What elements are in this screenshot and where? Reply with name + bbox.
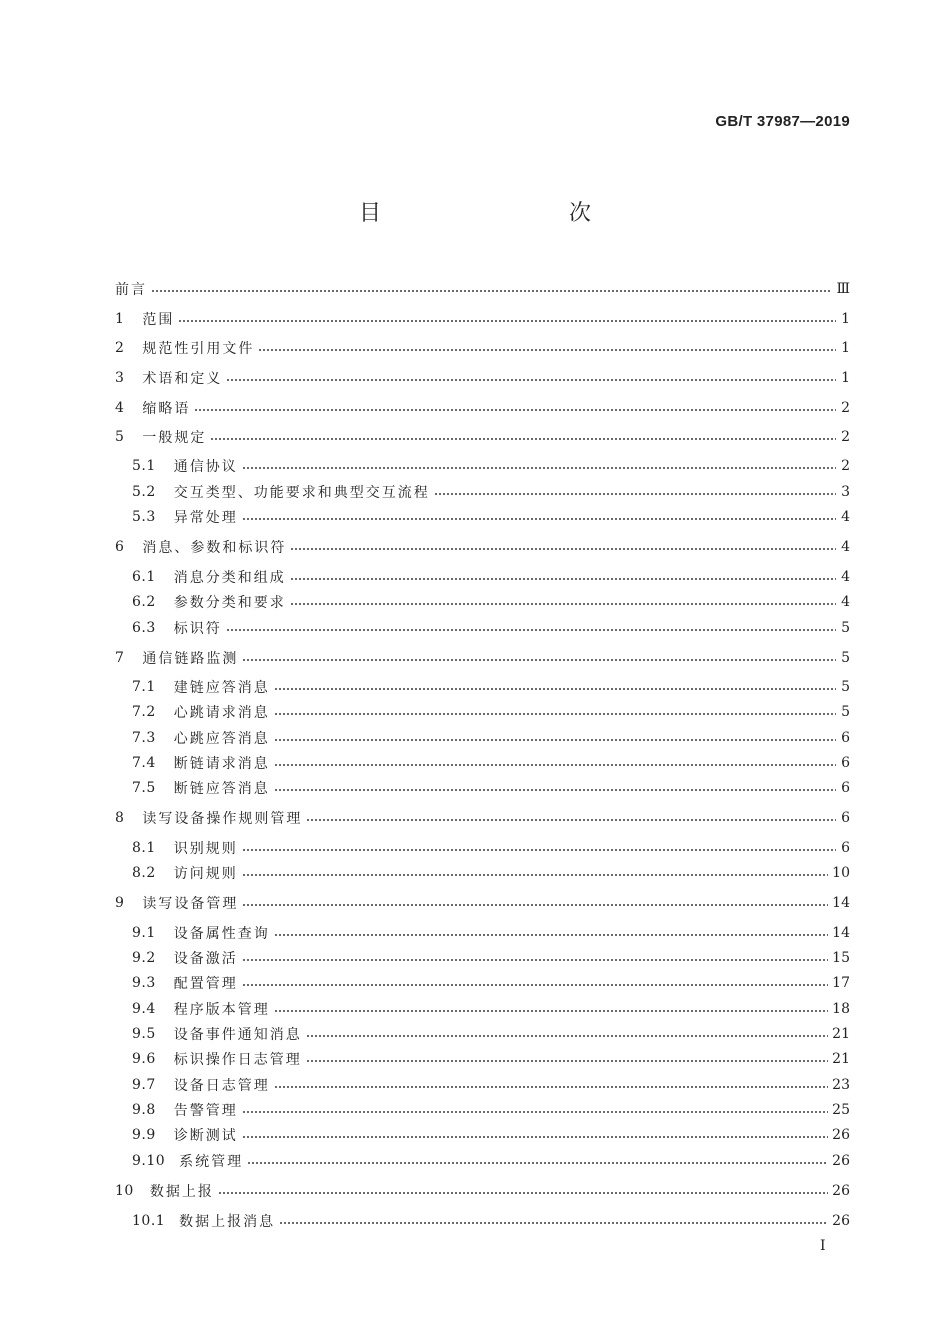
toc-entry-label: 断链应答消息 bbox=[173, 781, 270, 797]
toc-entry-number: 9.6 bbox=[132, 1051, 156, 1067]
toc-entry-number: 9.2 bbox=[132, 950, 156, 966]
toc-entry[interactable] bbox=[132, 1048, 850, 1070]
toc-entry-label: 配置管理 bbox=[173, 976, 238, 992]
toc-entry-page: 5 bbox=[841, 679, 850, 695]
toc-entry-label: 参数分类和要求 bbox=[173, 595, 286, 611]
toc-entry-page: 5 bbox=[841, 704, 850, 720]
toc-entry-label: 交互类型、功能要求和典型交互流程 bbox=[173, 485, 430, 501]
toc-entry-number: 8 bbox=[115, 810, 125, 826]
toc-entry-page: 26 bbox=[832, 1153, 850, 1169]
toc-entry-page: 4 bbox=[841, 594, 850, 610]
toc-entry-label: 系统管理 bbox=[179, 1154, 244, 1170]
toc-entry-page: 2 bbox=[841, 400, 850, 416]
toc-entry-number: 9.3 bbox=[132, 975, 156, 991]
toc-leader-dots bbox=[274, 933, 828, 937]
toc-entry-page: 5 bbox=[841, 620, 850, 636]
toc-entry-label: 标识操作日志管理 bbox=[173, 1052, 302, 1068]
toc-entry-page: 4 bbox=[841, 569, 850, 585]
toc-entry-page: 4 bbox=[841, 539, 850, 555]
toc-entry[interactable] bbox=[115, 807, 850, 829]
toc-entry-label: 断链请求消息 bbox=[173, 756, 270, 772]
toc-entry-page: 6 bbox=[841, 730, 850, 746]
toc-entry[interactable] bbox=[115, 337, 850, 359]
toc-entry-page: 26 bbox=[832, 1183, 850, 1199]
toc-leader-dots bbox=[242, 658, 836, 662]
toc-entry-label: 消息、参数和标识符 bbox=[142, 540, 287, 556]
toc-entry-page: 25 bbox=[832, 1102, 850, 1118]
toc-leader-dots bbox=[242, 466, 836, 470]
toc-entry[interactable] bbox=[132, 701, 850, 723]
toc-entry-label: 通信链路监测 bbox=[142, 651, 239, 667]
toc-leader-dots bbox=[306, 818, 836, 822]
toc-entry-label: 心跳请求消息 bbox=[173, 705, 270, 721]
toc-entry-label: 设备日志管理 bbox=[173, 1078, 270, 1094]
toc-entry[interactable] bbox=[115, 1180, 850, 1202]
toc-entry-label: 建链应答消息 bbox=[173, 680, 270, 696]
toc-entry[interactable] bbox=[132, 972, 850, 994]
toc-entry-page: 21 bbox=[832, 1026, 850, 1042]
toc-entry[interactable] bbox=[132, 777, 850, 799]
toc-leader-dots bbox=[274, 687, 836, 691]
toc-entry[interactable] bbox=[132, 752, 850, 774]
toc-entry-page: 6 bbox=[841, 840, 850, 856]
toc-entry[interactable] bbox=[132, 837, 850, 859]
toc-entry-page: 26 bbox=[832, 1213, 850, 1229]
toc-entry-number: 5.3 bbox=[132, 509, 156, 525]
toc-entry[interactable] bbox=[132, 591, 850, 613]
toc-entry-label: 诊断测试 bbox=[173, 1128, 238, 1144]
toc-entry-number: 5.1 bbox=[132, 458, 156, 474]
toc-leader-dots bbox=[274, 788, 836, 792]
toc-title: 目 次 bbox=[358, 201, 639, 226]
toc-leader-dots bbox=[306, 1034, 828, 1038]
toc-entry-page: 26 bbox=[832, 1127, 850, 1143]
toc-entry-number: 7.2 bbox=[132, 704, 156, 720]
toc-entry-label: 前言 bbox=[115, 282, 147, 298]
toc-entry-page: 14 bbox=[832, 925, 850, 941]
toc-leader-dots bbox=[306, 1059, 828, 1063]
toc-leader-dots bbox=[226, 628, 836, 632]
toc-entry-number: 7.1 bbox=[132, 679, 156, 695]
toc-entry-number: 8.2 bbox=[132, 865, 156, 881]
toc-leader-dots bbox=[178, 319, 836, 323]
standard-code: GB/T 37987—2019 bbox=[715, 113, 850, 130]
toc-entry-number: 7.3 bbox=[132, 730, 156, 746]
toc-entry-number: 6.2 bbox=[132, 594, 156, 610]
toc-entry-page: 23 bbox=[832, 1077, 850, 1093]
toc-entry-number: 9.4 bbox=[132, 1001, 156, 1017]
toc-entry[interactable] bbox=[115, 278, 850, 300]
toc-entry-page: 2 bbox=[841, 458, 850, 474]
toc-entry[interactable] bbox=[132, 947, 850, 969]
toc-entry-label: 设备属性查询 bbox=[173, 926, 270, 942]
toc-leader-dots bbox=[242, 517, 836, 521]
toc-entry-label: 识别规则 bbox=[173, 841, 238, 857]
toc-leader-dots bbox=[242, 983, 828, 987]
toc-entry-page: 17 bbox=[832, 975, 850, 991]
toc-leader-dots bbox=[247, 1161, 828, 1165]
toc-entry[interactable] bbox=[115, 426, 850, 448]
toc-entry-number: 9.5 bbox=[132, 1026, 156, 1042]
toc-leader-dots bbox=[242, 1135, 828, 1139]
toc-leader-dots bbox=[242, 958, 828, 962]
toc-entry-number: 7.4 bbox=[132, 755, 156, 771]
toc-entry-number: 6 bbox=[115, 539, 125, 555]
toc-entry[interactable] bbox=[132, 1150, 850, 1172]
toc-leader-dots bbox=[242, 873, 828, 877]
toc-entry[interactable] bbox=[132, 566, 850, 588]
toc-entry[interactable] bbox=[115, 536, 850, 558]
toc-entry-label: 访问规则 bbox=[173, 866, 238, 882]
toc-entry-label: 术语和定义 bbox=[142, 371, 223, 387]
toc-leader-dots bbox=[274, 738, 836, 742]
toc-entry-number: 3 bbox=[115, 370, 125, 386]
toc-leader-dots bbox=[274, 1009, 828, 1013]
toc-entry-page: 1 bbox=[841, 340, 850, 356]
toc-entry-number: 10.1 bbox=[132, 1213, 166, 1229]
toc-leader-dots bbox=[258, 348, 836, 352]
toc-entry-label: 心跳应答消息 bbox=[173, 731, 270, 747]
toc-entry-label: 告警管理 bbox=[173, 1103, 238, 1119]
toc-entry-number: 5.2 bbox=[132, 484, 156, 500]
toc-entry-page: 15 bbox=[832, 950, 850, 966]
toc-entry-page: Ⅲ bbox=[836, 281, 850, 297]
toc-entry-page: 1 bbox=[841, 370, 850, 386]
toc-entry-page: 3 bbox=[841, 484, 850, 500]
toc-entry-label: 读写设备管理 bbox=[142, 896, 239, 912]
toc-entry[interactable] bbox=[115, 367, 850, 389]
toc-entry-page: 14 bbox=[832, 895, 850, 911]
toc-leader-dots bbox=[151, 289, 832, 293]
toc-entry-page: 10 bbox=[832, 865, 850, 881]
toc-leader-dots bbox=[242, 903, 828, 907]
toc-leader-dots bbox=[434, 492, 836, 496]
toc-entry-label: 异常处理 bbox=[173, 510, 238, 526]
toc-leader-dots bbox=[218, 1191, 828, 1195]
toc-entry[interactable] bbox=[132, 1023, 850, 1045]
toc-leader-dots bbox=[274, 712, 836, 716]
toc-entry-number: 6.3 bbox=[132, 620, 156, 636]
toc-entry-number: 7 bbox=[115, 650, 125, 666]
toc-entry-number: 9.9 bbox=[132, 1127, 156, 1143]
toc-entry[interactable] bbox=[132, 922, 850, 944]
toc-leader-dots bbox=[279, 1221, 828, 1225]
toc-entry-label: 程序版本管理 bbox=[173, 1002, 270, 1018]
footer-page-number: Ⅰ bbox=[820, 1238, 826, 1254]
toc-entry[interactable] bbox=[132, 617, 850, 639]
toc-entry-label: 规范性引用文件 bbox=[142, 341, 255, 357]
toc-leader-dots bbox=[226, 378, 836, 382]
toc-entry-label: 数据上报 bbox=[149, 1184, 214, 1200]
toc-entry-page: 18 bbox=[832, 1001, 850, 1017]
toc-entry-number: 9 bbox=[115, 895, 125, 911]
toc-leader-dots bbox=[290, 602, 836, 606]
toc-leader-dots bbox=[274, 763, 836, 767]
toc-entry-page: 1 bbox=[841, 311, 850, 327]
toc-entry-number: 9.1 bbox=[132, 925, 156, 941]
toc-entry-number: 9.8 bbox=[132, 1102, 156, 1118]
toc-entry-label: 设备激活 bbox=[173, 951, 238, 967]
toc-entry-page: 6 bbox=[841, 810, 850, 826]
toc-entry-label: 标识符 bbox=[173, 621, 222, 637]
toc-entry-label: 一般规定 bbox=[142, 430, 207, 446]
toc-entry[interactable] bbox=[132, 998, 850, 1020]
toc-leader-dots bbox=[242, 1110, 828, 1114]
toc-entry-number: 6.1 bbox=[132, 569, 156, 585]
toc-entry[interactable] bbox=[132, 1099, 850, 1121]
toc-entry-label: 设备事件通知消息 bbox=[173, 1027, 302, 1043]
toc-leader-dots bbox=[242, 848, 836, 852]
toc-entry-page: 4 bbox=[841, 509, 850, 525]
toc-leader-dots bbox=[194, 408, 836, 412]
toc-leader-dots bbox=[290, 547, 836, 551]
toc-leader-dots bbox=[274, 1085, 828, 1089]
toc-entry[interactable] bbox=[115, 647, 850, 669]
toc-entry-label: 范围 bbox=[142, 312, 175, 328]
toc-entry[interactable] bbox=[115, 308, 850, 330]
toc-leader-dots bbox=[290, 577, 836, 581]
toc-entry[interactable] bbox=[132, 1124, 850, 1146]
toc-entry[interactable] bbox=[132, 727, 850, 749]
toc-entry[interactable] bbox=[132, 455, 850, 477]
toc-entry-number: 5 bbox=[115, 429, 125, 445]
toc-entry-page: 2 bbox=[841, 429, 850, 445]
toc-entry[interactable] bbox=[115, 892, 850, 914]
toc-entry-number: 8.1 bbox=[132, 840, 156, 856]
toc-leader-dots bbox=[210, 437, 836, 441]
toc-entry-page: 5 bbox=[841, 650, 850, 666]
toc-entry[interactable] bbox=[132, 862, 850, 884]
toc-entry-number: 4 bbox=[115, 400, 125, 416]
toc-entry[interactable] bbox=[115, 397, 850, 419]
toc-entry-label: 读写设备操作规则管理 bbox=[142, 811, 303, 827]
toc-entry-number: 7.5 bbox=[132, 780, 156, 796]
toc-entry-number: 10 bbox=[115, 1183, 134, 1199]
toc-entry[interactable] bbox=[132, 481, 850, 503]
toc-entry-label: 缩略语 bbox=[142, 401, 191, 417]
toc-entry[interactable] bbox=[132, 506, 850, 528]
toc-entry[interactable] bbox=[132, 1074, 850, 1096]
toc-entry-label: 通信协议 bbox=[173, 459, 238, 475]
toc-entry-number: 9.10 bbox=[132, 1153, 166, 1169]
toc-entry[interactable] bbox=[132, 1210, 850, 1232]
toc-entry-label: 数据上报消息 bbox=[179, 1214, 276, 1230]
toc-entry-number: 2 bbox=[115, 340, 125, 356]
toc-entry-page: 21 bbox=[832, 1051, 850, 1067]
toc-entry-label: 消息分类和组成 bbox=[173, 570, 286, 586]
toc-entry-number: 9.7 bbox=[132, 1077, 156, 1093]
toc-entry-page: 6 bbox=[841, 780, 850, 796]
toc-entry[interactable] bbox=[132, 676, 850, 698]
toc-entry-number: 1 bbox=[115, 311, 125, 327]
toc-entry-page: 6 bbox=[841, 755, 850, 771]
